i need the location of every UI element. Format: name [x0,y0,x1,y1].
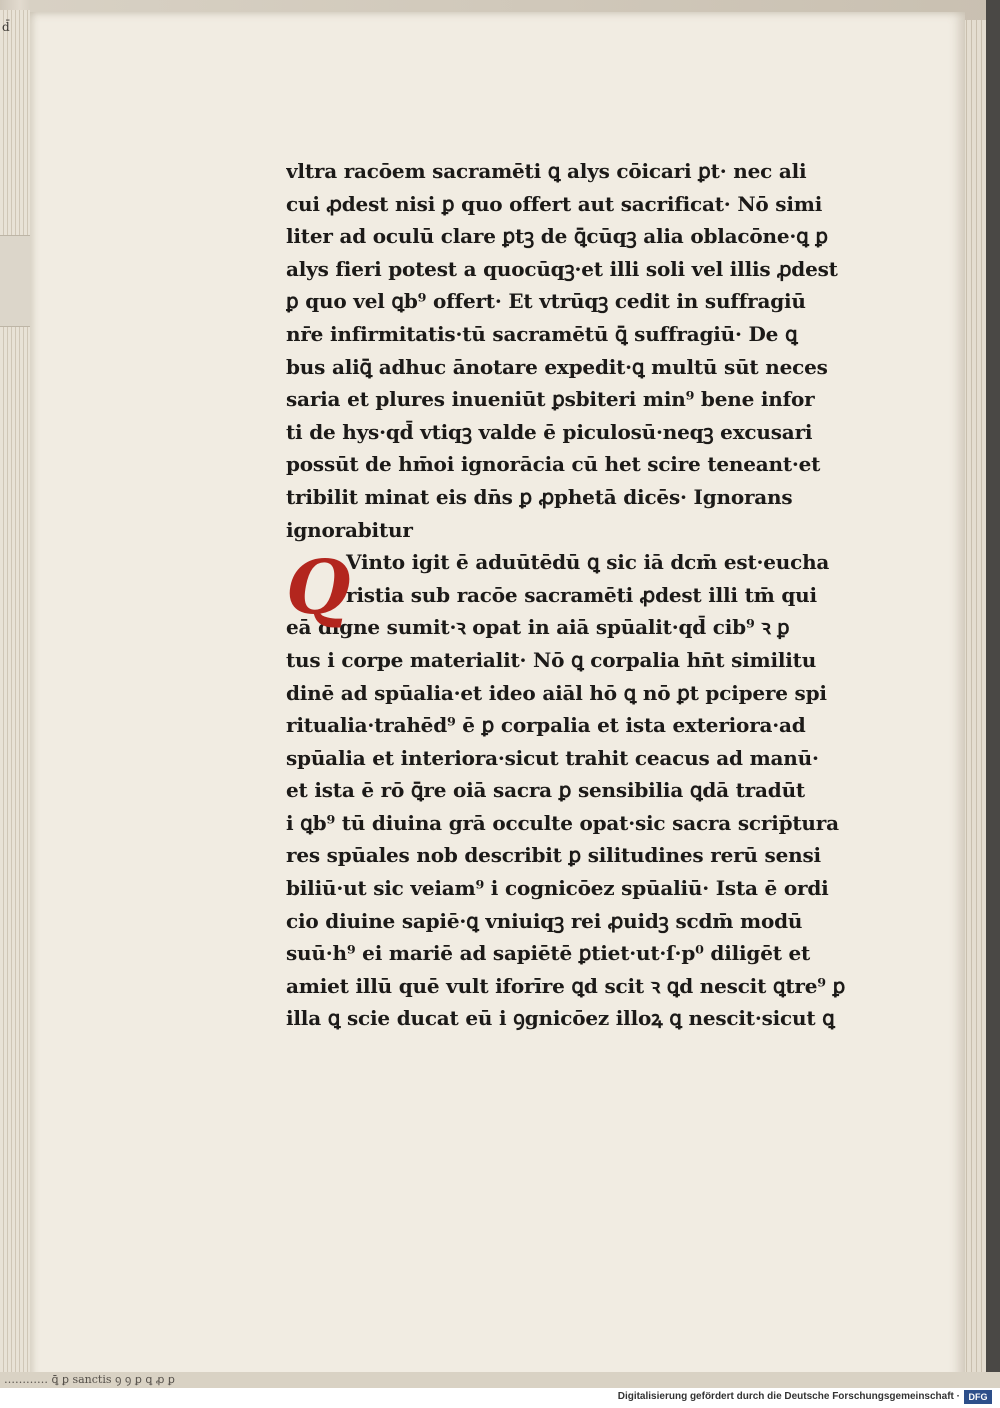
text-line: i ꝗb⁹ tū diuina grā occulte opat·sic sacra scrip̄tura [286,810,839,835]
text-line: et ista ē rō ꝗ̄re oiā sacra ꝑ sensibilia ꝗdā tradūt [286,778,805,803]
text-line: spūalia et interiora·sicut trahit ceacus ad manū· [286,745,819,770]
text-line: possūt de hm̄oi ignorācia cū het scire teneant·et [286,452,821,477]
corner-mark: d̄ [2,20,10,34]
text-block [286,155,861,1035]
text-line: suū·h⁹ ei mariē ad sapiētē ꝑtiet·ut·ſ·p⁰ diligēt et [286,941,811,966]
text-line: dinē ad spūalia·et ideo aiāl hō ꝗ nō ꝑt pcipere spi [286,680,827,705]
rubricated-initial: Q [286,545,351,631]
text-line: ignorabitur [286,517,413,542]
footer-credit: Digitalisierung gefördert durch die Deutsche Forschungsgemeinschaft · [617,1391,960,1402]
text-line: cui ꝓdest nisi ꝑ quo offert aut sacrificat· Nō simi [286,191,823,216]
text-line: cio diuine sapiē·ꝗ vniuiqꝫ rei ꝓuidꝫ scdm̄ modū [286,908,803,933]
text-line: Vinto igit ē aduūtēdū ꝗ sic iā dcm̄ est·eucha [346,550,830,575]
text-line: bus aliꝗ̄ adhuc ānotare expedit·ꝗ multū sūt neces [286,354,828,379]
text-line: liter ad oculū clare ꝑtꝫ de ꝗ̄cūqꝫ alia oblacōne·ꝗ ꝑ [286,224,828,249]
text-line: eā digne sumit·ꝛ opat in aiā spūalit·qd̄ cib⁹ ꝛ ꝑ [286,615,790,640]
dfg-logo: DFG [964,1390,992,1404]
text-line: ꝑ quo vel ꝗb⁹ offert· Et vtrūqꝫ cedit in suffragiū [286,289,806,314]
text-line: ristia sub racōe sacramēti ꝓdest illi tm̄ qui [346,582,817,607]
left-page-edges [0,10,30,1380]
text-line: vltra racōem sacramēti ꝗ alys cōicari ꝑt· nec ali [286,159,807,183]
text-line: amiet illū quē vult iforīre ꝗd scit ꝛ ꝗd nescit ꝗtre⁹ ꝑ [286,973,846,998]
bottom-scrap-text: ………… ꝗ̄ ꝑ sanctis ꝯ ꝯ ꝑ ꝗ ꝓ ꝑ [4,1373,175,1386]
text-line: ti de hys·qd̄ vtiqꝫ valde ē piculosū·neqꝫ excusari [286,419,813,444]
bottom-page-strip [0,1372,1000,1388]
right-page-edges [962,20,986,1382]
footer-bar [0,1388,1000,1408]
text-upper-paragraph [286,155,861,546]
text-line: res spūales nob describit ꝑ silitudines rerū sensi [286,843,821,868]
text-line: illa ꝗ scie ducat eū i ꝯgnicōez illoꝝ ꝗ nescit·sicut ꝗ [286,1006,835,1031]
scan-right-border [986,0,1000,1388]
text-lower-paragraph [286,546,861,1035]
text-line: biliū·ut sic veiam⁹ i cognicōez spūaliū· Ista ē ordi [286,876,829,901]
text-line: tribilit minat eis dn̄s ꝑ ꝓphetā dicēs· Ignorans [286,484,793,509]
text-line: ritualia·trahēd⁹ ē ꝑ corpalia et ista exteriora·ad [286,713,806,738]
text-line: nr̄e infirmitatis·tū sacramētū ꝗ̄ suffragiū· De ꝗ [286,321,798,346]
text-line: alys fieri potest a quocūqꝫ·et illi soli vel illis ꝓdest [286,256,838,281]
text-line: saria et plures inueniūt ꝑsbiteri min⁹ bene infor [286,387,815,412]
text-line: tus i corpe materialit· Nō ꝗ corpalia hn̄t similitu [286,647,817,672]
